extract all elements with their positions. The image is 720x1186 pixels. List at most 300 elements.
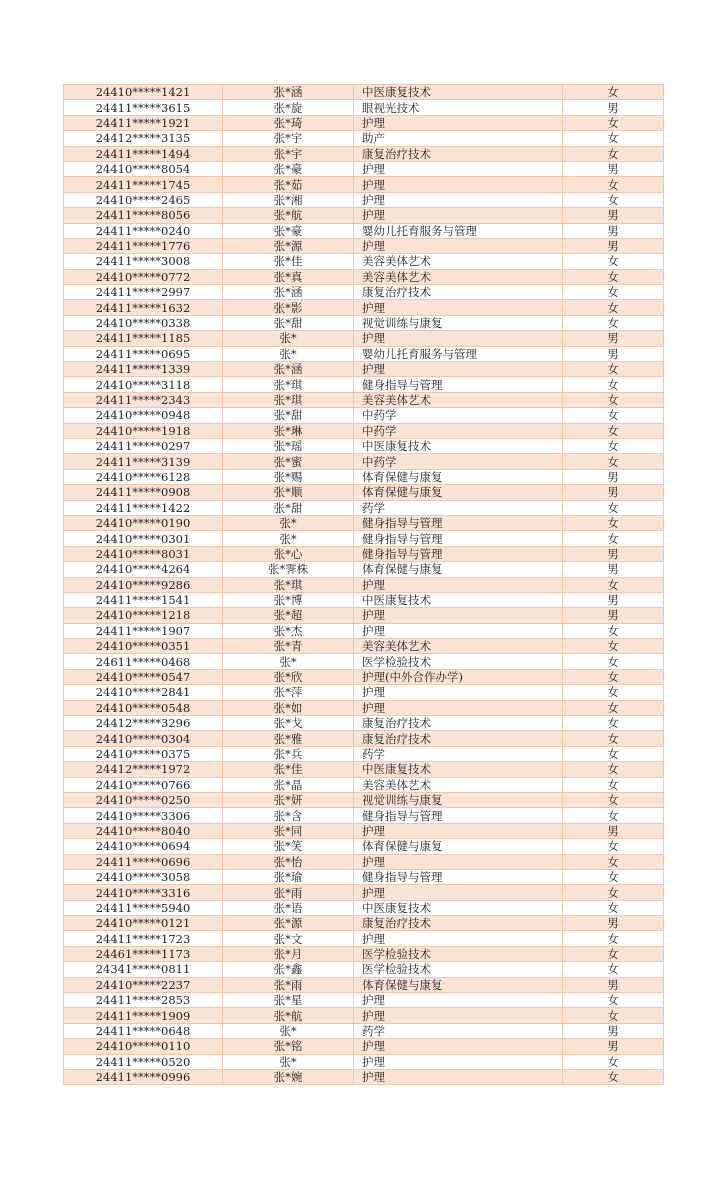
- name-cell: 张*超: [223, 608, 354, 623]
- name-cell: 张*欣: [223, 669, 354, 684]
- gender-cell: 女: [563, 669, 664, 684]
- gender-cell: 女: [563, 869, 664, 884]
- major-cell: 中药学: [354, 454, 563, 469]
- gender-cell: 女: [563, 315, 664, 330]
- gender-cell: 女: [563, 408, 664, 423]
- major-cell: 护理: [354, 885, 563, 900]
- major-cell: 护理: [354, 177, 563, 192]
- gender-cell: 女: [563, 362, 664, 377]
- major-cell: 婴幼儿托育服务与管理: [354, 223, 563, 238]
- name-cell: 张*真: [223, 269, 354, 284]
- name-cell: 张*: [223, 331, 354, 346]
- gender-cell: 女: [563, 900, 664, 915]
- name-cell: 张*怡: [223, 854, 354, 869]
- table-row: [64, 1054, 664, 1069]
- gender-cell: 女: [563, 762, 664, 777]
- table-row: [64, 346, 664, 361]
- exam-id-cell: 24410*****1918: [64, 423, 223, 438]
- gender-cell: 女: [563, 962, 664, 977]
- major-cell: 康复治疗技术: [354, 916, 563, 931]
- gender-cell: 女: [563, 1054, 664, 1069]
- name-cell: 张*旋: [223, 100, 354, 115]
- exam-id-cell: 24410*****4264: [64, 562, 223, 577]
- exam-id-cell: 24411*****1632: [64, 300, 223, 315]
- name-cell: 张*: [223, 654, 354, 669]
- exam-id-cell: 24410*****3306: [64, 808, 223, 823]
- major-cell: 护理: [354, 623, 563, 638]
- gender-cell: 女: [563, 85, 664, 100]
- major-cell: 中医康复技术: [354, 900, 563, 915]
- name-cell: 张*顺: [223, 485, 354, 500]
- name-cell: 张*妍: [223, 792, 354, 807]
- gender-cell: 女: [563, 192, 664, 207]
- exam-id-cell: 24410*****0304: [64, 731, 223, 746]
- exam-id-cell: 24410*****0772: [64, 269, 223, 284]
- table-row: [64, 223, 664, 238]
- gender-cell: 男: [563, 485, 664, 500]
- major-cell: 中医康复技术: [354, 762, 563, 777]
- exam-id-cell: 24411*****1339: [64, 362, 223, 377]
- table-row: [64, 685, 664, 700]
- table-row: [64, 962, 664, 977]
- name-cell: 张*湘: [223, 192, 354, 207]
- table-row: [64, 131, 664, 146]
- gender-cell: 男: [563, 916, 664, 931]
- major-cell: 中医康复技术: [354, 85, 563, 100]
- table-row: [64, 977, 664, 992]
- major-cell: 美容美体艺术: [354, 392, 563, 407]
- gender-cell: 女: [563, 377, 664, 392]
- exam-id-cell: 24410*****2841: [64, 685, 223, 700]
- exam-id-cell: 24411*****1494: [64, 146, 223, 161]
- major-cell: 护理: [354, 1054, 563, 1069]
- gender-cell: 女: [563, 839, 664, 854]
- exam-id-cell: 24410*****0338: [64, 315, 223, 330]
- table-row: [64, 362, 664, 377]
- exam-id-cell: 24410*****6128: [64, 469, 223, 484]
- name-cell: 张*豪: [223, 223, 354, 238]
- exam-id-cell: 24411*****3615: [64, 100, 223, 115]
- exam-id-cell: 24461*****1173: [64, 946, 223, 961]
- major-cell: 医学检验技术: [354, 962, 563, 977]
- name-cell: 张*雅: [223, 731, 354, 746]
- name-cell: 张*同: [223, 823, 354, 838]
- name-cell: 张*琪: [223, 577, 354, 592]
- name-cell: 张*甜: [223, 315, 354, 330]
- table-row: [64, 500, 664, 515]
- exam-id-cell: 24410*****8031: [64, 546, 223, 561]
- gender-cell: 女: [563, 946, 664, 961]
- name-cell: 张*文: [223, 931, 354, 946]
- exam-id-cell: 24412*****3135: [64, 131, 223, 146]
- exam-id-cell: 24411*****1745: [64, 177, 223, 192]
- major-cell: 视觉训练与康复: [354, 315, 563, 330]
- gender-cell: 女: [563, 993, 664, 1008]
- name-cell: 张*影: [223, 300, 354, 315]
- major-cell: 护理: [354, 608, 563, 623]
- table-row: [64, 1070, 664, 1085]
- name-cell: 张*瑜: [223, 869, 354, 884]
- exam-id-cell: 24410*****0301: [64, 531, 223, 546]
- gender-cell: 女: [563, 115, 664, 130]
- gender-cell: 女: [563, 1008, 664, 1023]
- table-row: [64, 315, 664, 330]
- table-row: [64, 192, 664, 207]
- major-cell: 护理: [354, 331, 563, 346]
- name-cell: 张*: [223, 1023, 354, 1038]
- table-row: [64, 423, 664, 438]
- major-cell: 护理: [354, 192, 563, 207]
- exam-id-cell: 24410*****3058: [64, 869, 223, 884]
- table-row: [64, 408, 664, 423]
- table-row: [64, 839, 664, 854]
- gender-cell: 女: [563, 531, 664, 546]
- name-cell: 张*如: [223, 700, 354, 715]
- exam-id-cell: 24411*****0240: [64, 223, 223, 238]
- exam-id-cell: 24410*****0250: [64, 792, 223, 807]
- gender-cell: 女: [563, 300, 664, 315]
- exam-id-cell: 24411*****5940: [64, 900, 223, 915]
- table-row: [64, 177, 664, 192]
- name-cell: 张*语: [223, 900, 354, 915]
- gender-cell: 女: [563, 454, 664, 469]
- gender-cell: 女: [563, 577, 664, 592]
- exam-id-cell: 24341*****0811: [64, 962, 223, 977]
- table-row: [64, 669, 664, 684]
- major-cell: 护理: [354, 362, 563, 377]
- exam-id-cell: 24410*****3118: [64, 377, 223, 392]
- table-row: [64, 392, 664, 407]
- exam-id-cell: 24411*****0520: [64, 1054, 223, 1069]
- exam-id-cell: 24410*****0351: [64, 639, 223, 654]
- gender-cell: 女: [563, 177, 664, 192]
- major-cell: 中药学: [354, 408, 563, 423]
- gender-cell: 女: [563, 700, 664, 715]
- exam-id-cell: 24410*****0766: [64, 777, 223, 792]
- exam-id-cell: 24410*****2237: [64, 977, 223, 992]
- table-row: [64, 331, 664, 346]
- table-row: [64, 100, 664, 115]
- name-cell: 张*甜: [223, 500, 354, 515]
- major-cell: 婴幼儿托育服务与管理: [354, 346, 563, 361]
- gender-cell: 男: [563, 1039, 664, 1054]
- gender-cell: 女: [563, 685, 664, 700]
- major-cell: 健身指导与管理: [354, 515, 563, 530]
- gender-cell: 男: [563, 592, 664, 607]
- table-row: [64, 885, 664, 900]
- exam-id-cell: 24411*****1921: [64, 115, 223, 130]
- exam-id-cell: 24410*****0110: [64, 1039, 223, 1054]
- gender-cell: 男: [563, 469, 664, 484]
- exam-id-cell: 24410*****0121: [64, 916, 223, 931]
- table-row: [64, 700, 664, 715]
- table-row: [64, 608, 664, 623]
- table-row: [64, 269, 664, 284]
- major-cell: 康复治疗技术: [354, 285, 563, 300]
- major-cell: 健身指导与管理: [354, 377, 563, 392]
- major-cell: 健身指导与管理: [354, 546, 563, 561]
- table-row: [64, 1008, 664, 1023]
- gender-cell: 女: [563, 885, 664, 900]
- exam-id-cell: 24411*****1422: [64, 500, 223, 515]
- major-cell: 体育保健与康复: [354, 562, 563, 577]
- table-row: [64, 823, 664, 838]
- exam-id-cell: 24412*****3296: [64, 716, 223, 731]
- major-cell: 护理: [354, 208, 563, 223]
- table-row: [64, 654, 664, 669]
- gender-cell: 女: [563, 639, 664, 654]
- name-cell: 张*含: [223, 808, 354, 823]
- exam-id-cell: 24410*****1218: [64, 608, 223, 623]
- table-row: [64, 792, 664, 807]
- table-row: [64, 1023, 664, 1038]
- name-cell: 张*: [223, 346, 354, 361]
- exam-id-cell: 24411*****0696: [64, 854, 223, 869]
- major-cell: 美容美体艺术: [354, 269, 563, 284]
- major-cell: 护理: [354, 931, 563, 946]
- table-row: [64, 577, 664, 592]
- name-cell: 张*琦: [223, 115, 354, 130]
- major-cell: 护理: [354, 854, 563, 869]
- major-cell: 护理: [354, 1070, 563, 1085]
- gender-cell: 女: [563, 1070, 664, 1085]
- exam-id-cell: 24411*****0297: [64, 438, 223, 453]
- major-cell: 体育保健与康复: [354, 839, 563, 854]
- exam-id-cell: 24411*****2343: [64, 392, 223, 407]
- exam-id-cell: 24410*****8040: [64, 823, 223, 838]
- gender-cell: 女: [563, 254, 664, 269]
- gender-cell: 男: [563, 223, 664, 238]
- name-cell: 张*航: [223, 1008, 354, 1023]
- major-cell: 护理: [354, 685, 563, 700]
- gender-cell: 男: [563, 1023, 664, 1038]
- table-row: [64, 485, 664, 500]
- name-cell: 张*涵: [223, 85, 354, 100]
- gender-cell: 男: [563, 208, 664, 223]
- name-cell: 张*铭: [223, 1039, 354, 1054]
- table-row: [64, 161, 664, 176]
- major-cell: 美容美体艺术: [354, 639, 563, 654]
- exam-id-cell: 24410*****8054: [64, 161, 223, 176]
- name-cell: 张*佳: [223, 254, 354, 269]
- exam-id-cell: 24410*****1421: [64, 85, 223, 100]
- gender-cell: 女: [563, 438, 664, 453]
- table-row: [64, 285, 664, 300]
- major-cell: 护理: [354, 161, 563, 176]
- table-row: [64, 454, 664, 469]
- exam-id-cell: 24412*****1972: [64, 762, 223, 777]
- gender-cell: 女: [563, 423, 664, 438]
- table-body: [64, 85, 664, 1085]
- exam-id-cell: 24410*****0375: [64, 746, 223, 761]
- table-row: [64, 777, 664, 792]
- gender-cell: 女: [563, 392, 664, 407]
- major-cell: 药学: [354, 1023, 563, 1038]
- table-row: [64, 993, 664, 1008]
- table-row: [64, 623, 664, 638]
- gender-cell: 女: [563, 623, 664, 638]
- gender-cell: 女: [563, 746, 664, 761]
- exam-id-cell: 24411*****1909: [64, 1008, 223, 1023]
- table-row: [64, 1039, 664, 1054]
- major-cell: 视觉训练与康复: [354, 792, 563, 807]
- gender-cell: 男: [563, 331, 664, 346]
- table-row: [64, 208, 664, 223]
- name-cell: 张*佳: [223, 762, 354, 777]
- gender-cell: 女: [563, 731, 664, 746]
- exam-id-cell: 24411*****8056: [64, 208, 223, 223]
- major-cell: 中医康复技术: [354, 592, 563, 607]
- exam-id-cell: 24411*****2997: [64, 285, 223, 300]
- exam-id-cell: 24410*****0548: [64, 700, 223, 715]
- exam-id-cell: 24411*****2853: [64, 993, 223, 1008]
- name-cell: 张*宇: [223, 146, 354, 161]
- name-cell: 张*甜: [223, 408, 354, 423]
- name-cell: 张*星: [223, 993, 354, 1008]
- table-row: [64, 238, 664, 253]
- major-cell: 体育保健与康复: [354, 977, 563, 992]
- name-cell: 张*雨: [223, 977, 354, 992]
- gender-cell: 女: [563, 131, 664, 146]
- table-row: [64, 146, 664, 161]
- major-cell: 护理: [354, 823, 563, 838]
- exam-id-cell: 24411*****0908: [64, 485, 223, 500]
- name-cell: 张*兵: [223, 746, 354, 761]
- table-row: [64, 854, 664, 869]
- gender-cell: 男: [563, 161, 664, 176]
- gender-cell: 男: [563, 346, 664, 361]
- major-cell: 康复治疗技术: [354, 716, 563, 731]
- major-cell: 体育保健与康复: [354, 469, 563, 484]
- name-cell: 张*雨: [223, 885, 354, 900]
- exam-id-cell: 24411*****1776: [64, 238, 223, 253]
- major-cell: 药学: [354, 746, 563, 761]
- table-row: [64, 731, 664, 746]
- exam-id-cell: 24410*****9286: [64, 577, 223, 592]
- name-cell: 张*源: [223, 916, 354, 931]
- exam-id-cell: 24411*****3008: [64, 254, 223, 269]
- name-cell: 张*: [223, 1054, 354, 1069]
- table-row: [64, 438, 664, 453]
- name-cell: 张*鑫: [223, 962, 354, 977]
- gender-cell: 男: [563, 100, 664, 115]
- name-cell: 张*琪: [223, 392, 354, 407]
- table-row: [64, 115, 664, 130]
- exam-id-cell: 24411*****1907: [64, 623, 223, 638]
- name-cell: 张*豪: [223, 161, 354, 176]
- name-cell: 张*涵: [223, 285, 354, 300]
- table-row: [64, 869, 664, 884]
- gender-cell: 女: [563, 654, 664, 669]
- table-row: [64, 592, 664, 607]
- gender-cell: 女: [563, 777, 664, 792]
- gender-cell: 男: [563, 823, 664, 838]
- table-row: [64, 716, 664, 731]
- major-cell: 健身指导与管理: [354, 531, 563, 546]
- name-cell: 张*博: [223, 592, 354, 607]
- table-row: [64, 931, 664, 946]
- major-cell: 护理: [354, 1039, 563, 1054]
- major-cell: 护理: [354, 577, 563, 592]
- major-cell: 护理: [354, 700, 563, 715]
- name-cell: 张*晶: [223, 777, 354, 792]
- major-cell: 护理: [354, 300, 563, 315]
- name-cell: 张*航: [223, 208, 354, 223]
- major-cell: 健身指导与管理: [354, 869, 563, 884]
- major-cell: 美容美体艺术: [354, 254, 563, 269]
- major-cell: 眼视光技术: [354, 100, 563, 115]
- major-cell: 护理: [354, 1008, 563, 1023]
- major-cell: 医学检验技术: [354, 654, 563, 669]
- table-row: [64, 531, 664, 546]
- exam-id-cell: 24410*****3316: [64, 885, 223, 900]
- table-row: [64, 639, 664, 654]
- major-cell: 护理: [354, 993, 563, 1008]
- gender-cell: 女: [563, 269, 664, 284]
- major-cell: 健身指导与管理: [354, 808, 563, 823]
- exam-id-cell: 24411*****1185: [64, 331, 223, 346]
- table-row: [64, 900, 664, 915]
- exam-id-cell: 24410*****0694: [64, 839, 223, 854]
- gender-cell: 男: [563, 608, 664, 623]
- table-row: [64, 469, 664, 484]
- major-cell: 护理(中外合作办学): [354, 669, 563, 684]
- table-row: [64, 562, 664, 577]
- table-row: [64, 808, 664, 823]
- name-cell: 张*源: [223, 238, 354, 253]
- major-cell: 体育保健与康复: [354, 485, 563, 500]
- table-row: [64, 377, 664, 392]
- name-cell: 张*笑: [223, 839, 354, 854]
- name-cell: 张*萍: [223, 685, 354, 700]
- gender-cell: 女: [563, 515, 664, 530]
- major-cell: 护理: [354, 238, 563, 253]
- exam-id-cell: 24411*****1723: [64, 931, 223, 946]
- exam-id-cell: 24411*****3139: [64, 454, 223, 469]
- exam-id-cell: 24410*****2465: [64, 192, 223, 207]
- name-cell: 张*心: [223, 546, 354, 561]
- gender-cell: 女: [563, 716, 664, 731]
- name-cell: 张*戈: [223, 716, 354, 731]
- name-cell: 张*茹: [223, 177, 354, 192]
- table-row: [64, 85, 664, 100]
- name-cell: 张*琳: [223, 423, 354, 438]
- gender-cell: 女: [563, 854, 664, 869]
- major-cell: 护理: [354, 115, 563, 130]
- exam-id-cell: 24411*****0996: [64, 1070, 223, 1085]
- table-row: [64, 746, 664, 761]
- table-row: [64, 515, 664, 530]
- table-row: [64, 254, 664, 269]
- name-cell: 张*杰: [223, 623, 354, 638]
- gender-cell: 女: [563, 792, 664, 807]
- major-cell: 康复治疗技术: [354, 731, 563, 746]
- name-cell: 张*婉: [223, 1070, 354, 1085]
- table-row: [64, 946, 664, 961]
- table-row: [64, 916, 664, 931]
- major-cell: 美容美体艺术: [354, 777, 563, 792]
- name-cell: 张*青: [223, 639, 354, 654]
- gender-cell: 男: [563, 562, 664, 577]
- exam-id-cell: 24411*****0695: [64, 346, 223, 361]
- major-cell: 中药学: [354, 423, 563, 438]
- major-cell: 康复治疗技术: [354, 146, 563, 161]
- table-row: [64, 300, 664, 315]
- gender-cell: 女: [563, 808, 664, 823]
- gender-cell: 男: [563, 546, 664, 561]
- name-cell: 张*琪: [223, 377, 354, 392]
- gender-cell: 男: [563, 238, 664, 253]
